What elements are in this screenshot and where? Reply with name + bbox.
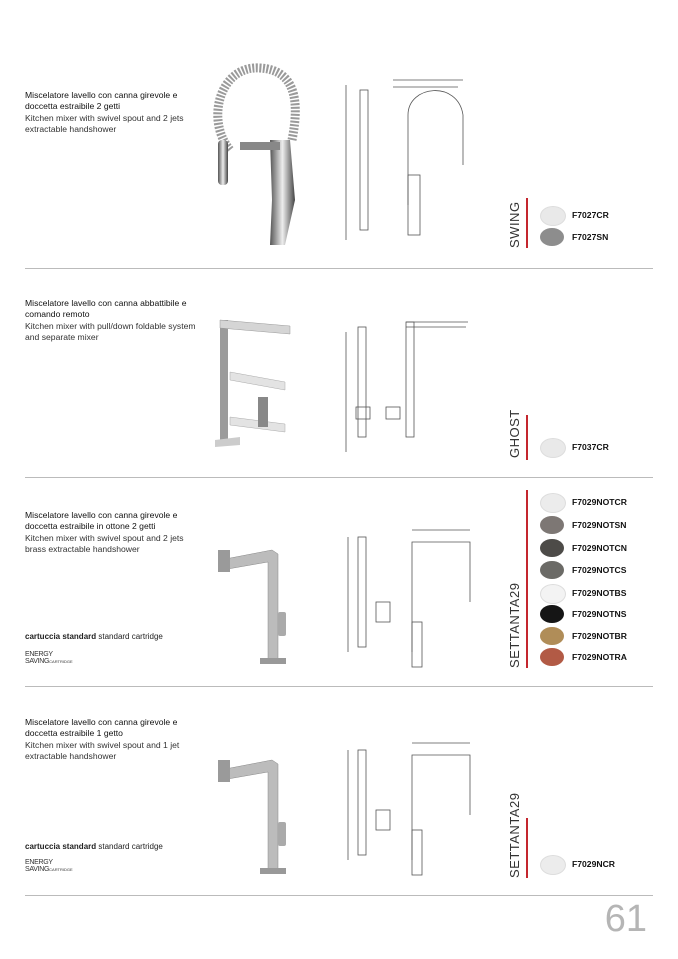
description-english: Kitchen mixer with swivel spout and 2 jets brass extractable handshower bbox=[25, 533, 184, 554]
finish-swatch bbox=[540, 206, 566, 226]
description-italian: Miscelatore lavello con canna girevole e doccetta estraibile 1 getto bbox=[25, 717, 178, 738]
finish-code: F7029NOTNS bbox=[572, 609, 627, 619]
finish-code: F7029NOTRA bbox=[572, 652, 627, 662]
section-divider bbox=[25, 895, 653, 896]
technical-drawing bbox=[338, 312, 478, 472]
series-accent-bar bbox=[526, 818, 528, 878]
finish-code: F7027SN bbox=[572, 232, 609, 242]
page-number: 61 bbox=[604, 898, 647, 940]
finish-code: F7037CR bbox=[572, 442, 609, 452]
series-name: SETTANTA29 bbox=[507, 792, 522, 878]
energy-saving-logo: ENERGY SAVINGCARTRIDGE bbox=[25, 859, 73, 873]
section-divider bbox=[25, 477, 653, 478]
product-description bbox=[25, 298, 205, 342]
section-divider bbox=[25, 268, 653, 269]
cartridge-italian: cartuccia standard bbox=[25, 842, 97, 851]
product-description bbox=[25, 510, 205, 554]
description-english: Kitchen mixer with pull/down foldable system and separate mixer bbox=[25, 321, 196, 342]
finish-swatch bbox=[540, 561, 564, 579]
finish-code: F7029NOTBS bbox=[572, 588, 627, 598]
cartridge-label bbox=[25, 842, 163, 851]
cartridge-label bbox=[25, 632, 163, 641]
description-english: Kitchen mixer with swivel spout and 1 jet extractable handshower bbox=[25, 740, 180, 761]
cartridge-italian: cartuccia standard bbox=[25, 632, 97, 641]
finish-swatch bbox=[540, 605, 564, 623]
series-accent-bar bbox=[526, 415, 528, 460]
description-italian: Miscelatore lavello con canna girevole e doccetta estraibile in ottone 2 getti bbox=[25, 510, 178, 531]
product-description bbox=[25, 90, 205, 134]
finish-code: F7029NCR bbox=[572, 859, 615, 869]
finish-swatch bbox=[540, 648, 564, 666]
finish-code: F7029NOTCS bbox=[572, 565, 627, 575]
technical-drawing bbox=[340, 735, 480, 880]
series-accent-bar bbox=[526, 490, 528, 668]
description-english: Kitchen mixer with swivel spout and 2 jets extractable handshower bbox=[25, 113, 184, 134]
finish-code: F7029NOTCR bbox=[572, 497, 627, 507]
finish-code: F7027CR bbox=[572, 210, 609, 220]
description-italian: Miscelatore lavello con canna girevole e doccetta estraibile 2 getti bbox=[25, 90, 178, 111]
finish-swatch bbox=[540, 627, 564, 645]
energy-saving-logo: ENERGY SAVINGCARTRIDGE bbox=[25, 651, 73, 665]
finish-swatch bbox=[540, 584, 566, 604]
product-photo bbox=[212, 750, 292, 880]
technical-drawing bbox=[338, 75, 478, 250]
product-photo bbox=[210, 312, 300, 462]
finish-swatch bbox=[540, 516, 564, 534]
series-name: SETTANTA29 bbox=[507, 582, 522, 668]
description-italian: Miscelatore lavello con canna abbattibile e comando remoto bbox=[25, 298, 187, 319]
series-name: GHOST bbox=[507, 409, 522, 458]
finish-swatch bbox=[540, 493, 566, 513]
series-name: SWING bbox=[507, 201, 522, 248]
cartridge-english: standard cartridge bbox=[98, 842, 163, 851]
cartridge-english: standard cartridge bbox=[98, 632, 163, 641]
section-divider bbox=[25, 686, 653, 687]
product-photo bbox=[200, 60, 310, 250]
finish-swatch bbox=[540, 438, 566, 458]
finish-code: F7029NOTSN bbox=[572, 520, 627, 530]
technical-drawing bbox=[340, 522, 480, 672]
product-description bbox=[25, 717, 205, 761]
finish-swatch bbox=[540, 855, 566, 875]
finish-code: F7029NOTCN bbox=[572, 543, 627, 553]
product-photo bbox=[212, 540, 292, 670]
finish-code: F7029NOTBR bbox=[572, 631, 627, 641]
finish-swatch bbox=[540, 539, 564, 557]
finish-swatch bbox=[540, 228, 564, 246]
series-accent-bar bbox=[526, 198, 528, 248]
